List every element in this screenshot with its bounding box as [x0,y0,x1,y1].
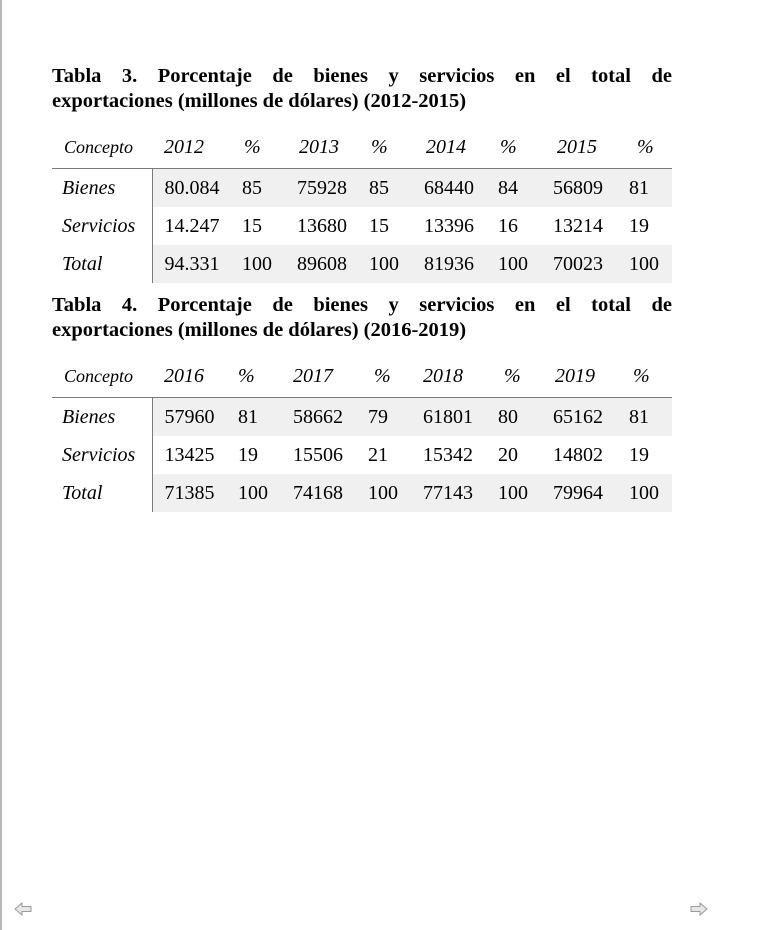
table-cell: 80.084 [152,169,230,208]
table-cell: 56809 [541,169,617,208]
header-cell: 2017 [281,359,356,398]
header-cell: 2013 [285,130,357,169]
table-cell: 100 [486,245,541,283]
table-row [52,169,672,208]
table-cell: 19 [238,444,258,466]
table-cell: 13680 [297,215,347,237]
table-cell: 100 [230,245,285,283]
table-4 [52,359,672,512]
table-row [52,398,672,437]
table-cell: 70023 [541,245,617,283]
header-cell: 2016 [152,359,226,398]
table-cell: 20 [498,444,518,466]
table-cell: 77143 [411,474,486,512]
table-3 [52,130,672,283]
table-cell: 100 [226,474,281,512]
table-cell: 100 [617,474,672,512]
header-cell: 2019 [541,359,617,398]
table-cell: 13214 [553,215,603,237]
table-cell: 15 [369,215,389,237]
row-label: Bienes [62,406,116,428]
table-cell: 16 [498,215,518,237]
table-3-caption: Tabla 3. Porcentaje de bienes y servicios en el total de exportaciones (millones de dólares) (2012-2015) [52,65,672,112]
row-label: Total [62,253,103,275]
table-cell: 14802 [553,444,603,466]
table-row [52,474,672,512]
table-header-row [52,359,672,398]
table-cell: 75928 [285,169,357,208]
header-cell: 2014 [412,130,486,169]
header-cell: % [356,359,411,398]
table-row [52,436,672,474]
table-cell: 57960 [152,398,226,437]
header-cell: % [617,359,672,398]
table-cell: 81 [617,398,672,437]
table-cell: 94.331 [152,245,230,283]
row-label: Servicios [62,215,136,237]
header-cell: % [357,130,412,169]
table-cell: 81936 [412,245,486,283]
table-cell: 81 [226,398,281,437]
table-cell: 13425 [152,436,226,474]
table-cell: 100 [617,245,672,283]
table-cell: 19 [629,215,649,237]
table-cell: 15 [242,215,262,237]
table-row [52,207,672,245]
table-row [52,245,672,283]
header-cell: 2015 [541,130,617,169]
table-cell: 80 [486,398,541,437]
document-body [52,64,672,512]
table-cell: 65162 [541,398,617,437]
next-page-button[interactable] [690,900,708,918]
header-cell: % [226,359,281,398]
header-cell: 2018 [411,359,486,398]
arrow-right-icon [690,901,708,917]
table-cell: 100 [356,474,411,512]
table-4-caption: Tabla 4. Porcentaje de bienes y servicios en el total de exportaciones (millones de dólares) (2016-2019) [52,294,672,341]
table-cell: 79964 [541,474,617,512]
row-label: Total [62,482,103,504]
header-cell: Concepto [52,130,152,169]
table-cell: 85 [357,169,412,208]
table-cell: 58662 [281,398,356,437]
row-label: Servicios [62,444,136,466]
page-edge [0,0,2,930]
table-cell: 14.247 [152,207,230,245]
table-cell: 21 [368,444,388,466]
table-cell: 15342 [423,444,473,466]
table-cell: 79 [356,398,411,437]
header-cell: % [486,359,541,398]
header-cell: % [617,130,672,169]
table-cell: 68440 [412,169,486,208]
previous-page-button[interactable] [14,900,32,918]
table-cell: 13396 [424,215,474,237]
header-cell: % [230,130,285,169]
table-cell: 84 [486,169,541,208]
table-cell: 100 [357,245,412,283]
table-cell: 19 [629,444,649,466]
header-cell: % [486,130,541,169]
table-cell: 85 [230,169,285,208]
table-header-row [52,130,672,169]
table-cell: 74168 [281,474,356,512]
header-cell: 2012 [152,130,230,169]
table-cell: 89608 [285,245,357,283]
table-cell: 100 [486,474,541,512]
row-label: Bienes [62,177,116,199]
table-cell: 81 [617,169,672,208]
table-cell: 61801 [411,398,486,437]
header-cell: Concepto [52,359,152,398]
table-cell: 15506 [293,444,343,466]
arrow-left-icon [14,901,32,917]
table-cell: 71385 [152,474,226,512]
